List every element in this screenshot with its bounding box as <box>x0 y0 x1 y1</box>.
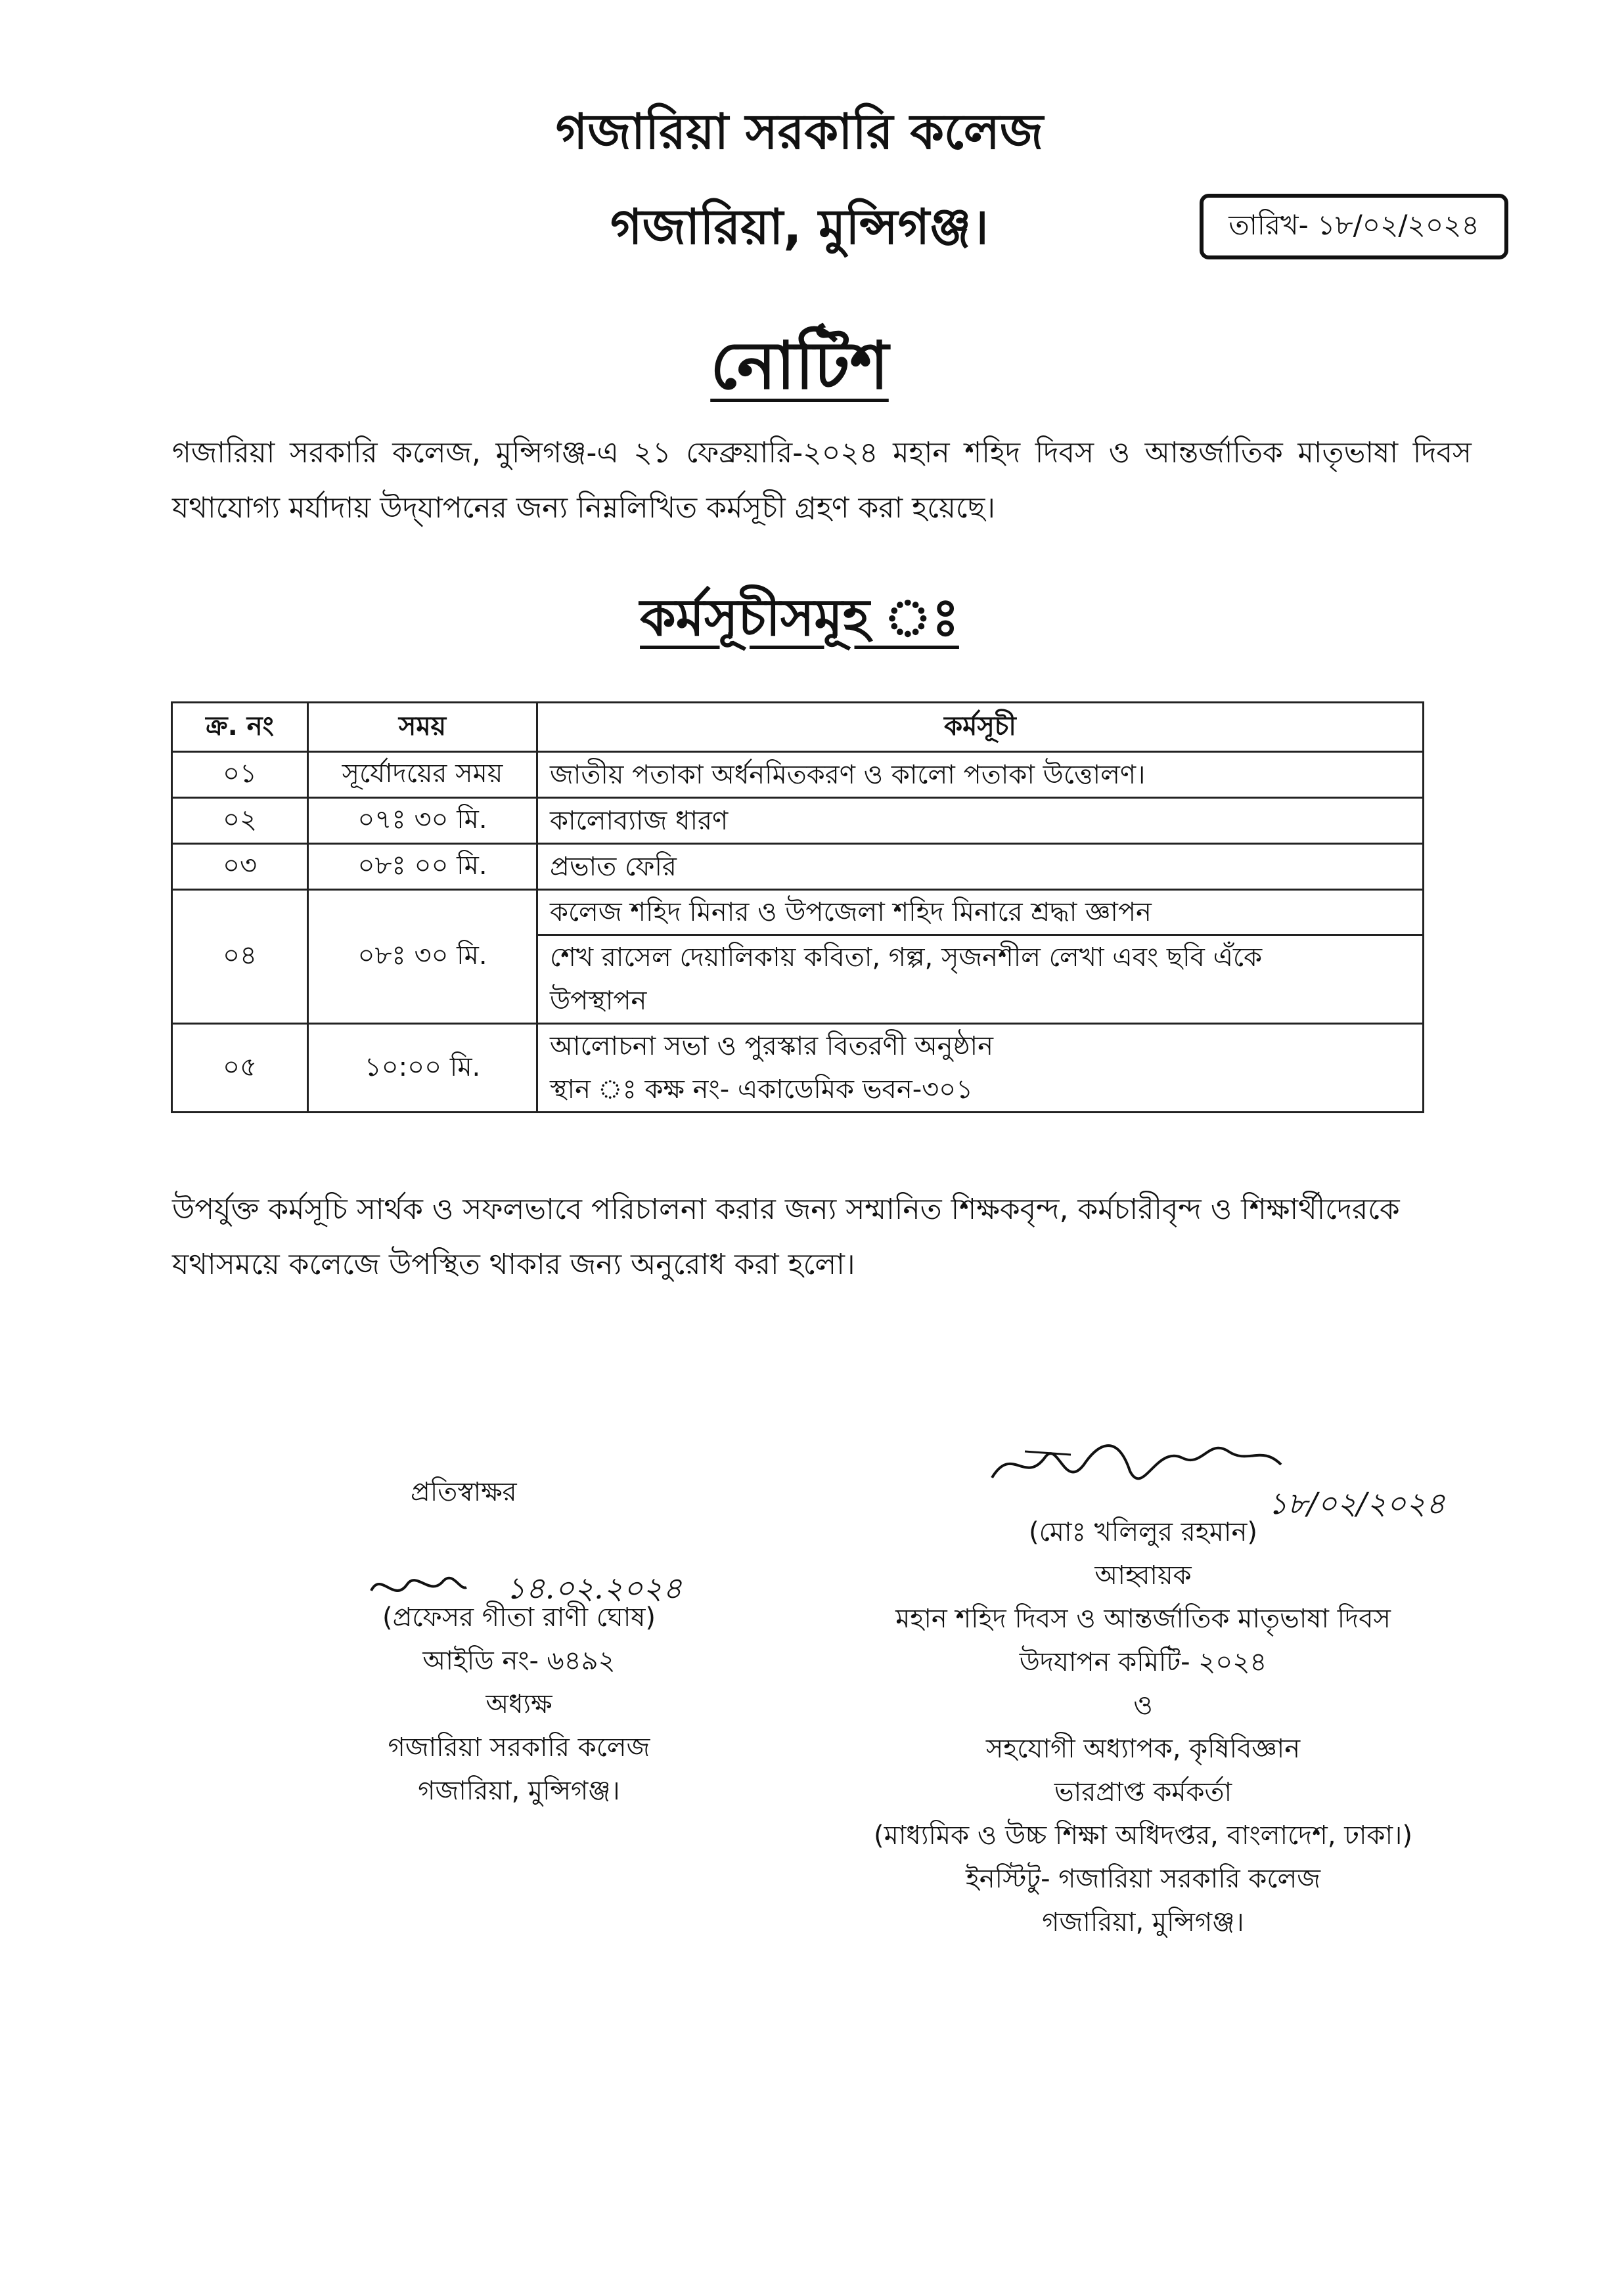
table-row <box>172 844 1424 890</box>
college-name: গজারিয়া সরকারি কলেজ <box>555 104 1044 160</box>
activity-line: প্রভাত ফেরি <box>550 851 677 882</box>
convener-designation: সহযোগী অধ্যাপক, কৃষিবিজ্ঞান <box>985 1734 1301 1764</box>
convener-block <box>762 1511 1524 1944</box>
activity-line: শেখ রাসেল দেয়ালিকায় কবিতা, গল্প, সৃজনশীল লেখা এবং ছবি এঁকে <box>538 934 1422 979</box>
row-activity <box>537 752 1424 798</box>
activity-line: কালোব্যাজ ধারণ <box>550 805 729 836</box>
activity-line: কলেজ শহিদ মিনার ও উপজেলা শহিদ মিনারে শ্রদ্ধা জ্ঞাপন <box>550 897 1152 927</box>
principal-signature-date: ১৪.০২.২০২৪ <box>506 1570 683 1606</box>
table-header-row <box>172 703 1424 752</box>
intro-paragraph: গজারিয়া সরকারি কলেজ, মুন্সিগঞ্জ-এ ২১ ফেব্রুয়ারি-২০২৪ মহান শহিদ দিবস ও আন্তর্জাতিক মাতৃভাষা দিবস যথাযোগ্য মর্যাদায় উদ্‌যাপনের জন্য নিম্নলিখিত কর্মসূচী গ্রহণ করা হয়েছে। <box>172 436 1472 525</box>
principal-name: (প্রফেসর গীতা রাণী ঘোষ) <box>382 1602 656 1633</box>
row-serial: ০৪ <box>172 890 308 1024</box>
activity-line: স্থান ঃ কক্ষ নং- একাডেমিক ভবন-৩০১ <box>550 1074 974 1105</box>
row-serial: ০১ <box>172 752 308 798</box>
programs-heading <box>0 578 1599 663</box>
row-time: ০৭ঃ ৩০ মি. <box>308 798 537 844</box>
convener-role: আহ্বায়ক <box>1094 1560 1192 1591</box>
convener-name: (মোঃ খলিলুর রহমান) <box>1028 1517 1258 1547</box>
convener-signature-date: ১৮/০২/২০২৪ <box>1268 1486 1446 1521</box>
row-serial: ০২ <box>172 798 308 844</box>
row-activity <box>537 890 1424 1024</box>
row-activity <box>537 1024 1424 1113</box>
table-row <box>172 752 1424 798</box>
programs-heading-text: কর্মসূচীসমূহ ঃ <box>640 588 959 648</box>
principal-designation: অধ্যক্ষ <box>485 1689 552 1719</box>
row-activity <box>537 798 1424 844</box>
row-time: ১০:০০ মি. <box>308 1024 537 1113</box>
row-serial: ০৩ <box>172 844 308 890</box>
row-activity <box>537 844 1424 890</box>
college-location: গজারিয়া, মুন্সিগঞ্জ। <box>610 199 989 255</box>
table-row <box>172 890 1424 1024</box>
row-serial: ০৫ <box>172 1024 308 1113</box>
activity-line: আলোচনা সভা ও পুরস্কার বিতরণী অনুষ্ঠান <box>550 1031 994 1061</box>
convener-department: (মাধ্যমিক ও উচ্চ শিক্ষা অধিদপ্তর, বাংলাদেশ, ঢাকা।) <box>874 1821 1412 1851</box>
table-row <box>172 798 1424 844</box>
countersign-label: প্রতিস্বাক্ষর <box>411 1477 517 1507</box>
convener-committee-year: উদযাপন কমিটি- ২০২৪ <box>1019 1647 1267 1677</box>
header-serial: ক্র. নং <box>172 703 308 752</box>
principal-id: আইডি নং- ৬৪৯২ <box>422 1646 616 1676</box>
table-row <box>172 1024 1424 1113</box>
convener-institute: ইনস্টিটু- গজারিয়া সরকারি কলেজ <box>965 1864 1321 1894</box>
activity-line: উপস্থাপন <box>550 986 647 1016</box>
convener-location: গজারিয়া, মুন্সিগঞ্জ। <box>1042 1907 1244 1937</box>
notice-title-text: নোটিশ <box>710 327 889 404</box>
notice-title <box>0 315 1599 425</box>
row-time: ০৮ঃ ০০ মি. <box>308 844 537 890</box>
convener-and: ও <box>1133 1690 1153 1721</box>
activity-line: জাতীয় পতাকা অর্ধনমিতকরণ ও কালো পতাকা উত্তোলণ। <box>550 759 1146 790</box>
principal-college: গজারিয়া সরকারি কলেজ <box>388 1733 650 1763</box>
convener-committee: মহান শহিদ দিবস ও আন্তর্জাতিক মাতৃভাষা দিবস <box>895 1604 1391 1634</box>
principal-block <box>276 1596 762 1813</box>
notice-date: তারিখ- ১৮/০২/২০২৪ <box>1228 208 1479 241</box>
convener-officer: ভারপ্রাপ্ত কর্মকর্তা <box>1054 1777 1232 1807</box>
closing-paragraph: উপর্যুক্ত কর্মসূচি সার্থক ও সফলভাবে পরিচালনা করার জন্য সম্মানিত শিক্ষকবৃন্দ, কর্মচারীবৃন্দ ও শিক্ষার্থীদেরকে যথাসময়ে কলেজে উপস্থিত থাকার জন্য অনুরোধ করা হলো। <box>172 1193 1400 1281</box>
header-program: কর্মসূচী <box>537 703 1424 752</box>
row-time: ০৮ঃ ৩০ মি. <box>308 890 537 1024</box>
row-time: সূর্যোদয়ের সময় <box>308 752 537 798</box>
date-box <box>1200 194 1508 259</box>
schedule-table <box>171 701 1424 1113</box>
principal-location: গজারিয়া, মুন্সিগঞ্জ। <box>418 1776 620 1806</box>
header-time: সময় <box>308 703 537 752</box>
